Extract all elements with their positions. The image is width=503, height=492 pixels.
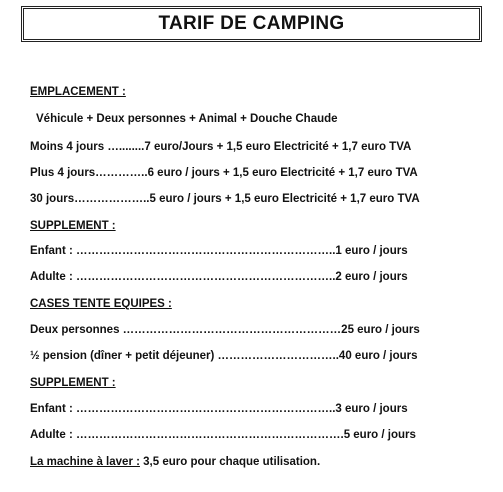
cases-row: Deux personnes …………………………………………………25 euro / jours [30,324,420,336]
title-box [21,6,482,42]
cases-row: ½ pension (dîner + petit déjeuner) …………………………..40 euro / jours [30,350,418,362]
emplacement-description: Véhicule + Deux personnes + Animal + Douche Chaude [36,113,338,125]
emplacement-row: 30 jours………………..5 euro / jours + 1,5 euro Electricité + 1,7 euro TVA [30,193,420,205]
supplement-row: Enfant : …………………………………………………………..1 euro / jours [30,245,408,257]
emplacement-heading: EMPLACEMENT : [30,86,126,98]
cases-heading: CASES TENTE EQUIPES : [30,298,172,310]
laundry-line [30,456,320,468]
supplement-heading: SUPPLEMENT : [30,377,116,389]
emplacement-row: Moins 4 jours …........7 euro/Jours + 1,5 euro Electricité + 1,7 euro TVA [30,141,412,153]
emplacement-row: Plus 4 jours…………..6 euro / jours + 1,5 euro Electricité + 1,7 euro TVA [30,167,418,179]
supplement-heading: SUPPLEMENT : [30,220,116,232]
supplement-row: Adulte : …………………………………………………………..2 euro / jours [30,271,408,283]
laundry-price: 3,5 euro pour chaque utilisation. [139,456,321,468]
supplement-row: Adulte : …………………………………………………………….5 euro / jours [30,429,416,441]
supplement-row: Enfant : …………………………………………………………..3 euro / jours [30,403,408,415]
laundry-label: La machine à laver : [30,456,140,468]
page-title: TARIF DE CAMPING [158,13,345,34]
